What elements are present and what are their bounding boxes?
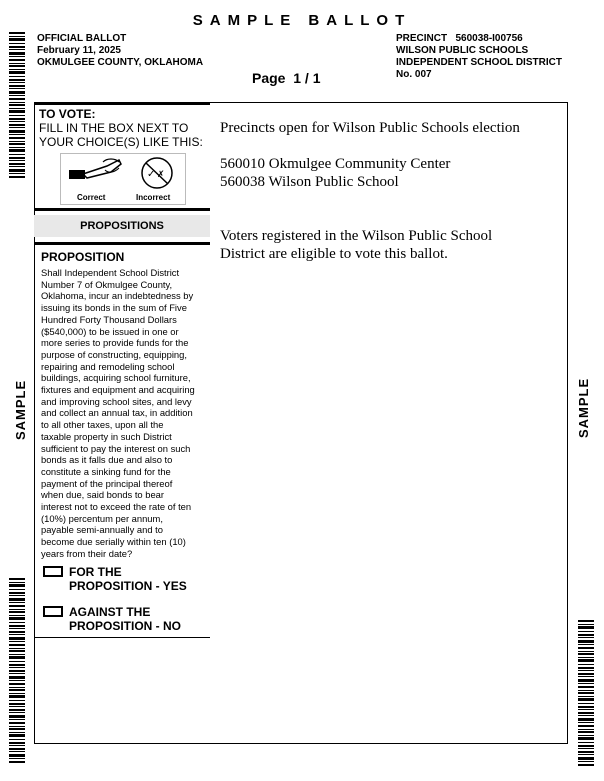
page-number: Page 1 / 1 (252, 70, 321, 86)
marking-example (60, 153, 186, 205)
proposition-text-line: constitute a sinking fund for the (41, 465, 171, 477)
proposition-text-line: become due serially within ten (10) (41, 536, 186, 548)
proposition-text-line: repairing and remodeling school (41, 360, 175, 372)
barcode-bottom-left (9, 578, 25, 765)
column-top-rule (34, 102, 210, 105)
svg-text:✗: ✗ (157, 170, 165, 180)
proposition-text-line: sufficient to pay the interest on such (41, 442, 191, 454)
proposition-text-line: taxable property in such District (41, 430, 172, 442)
choice-yes[interactable] (42, 565, 208, 595)
election-date: February 11, 2025 (37, 45, 121, 56)
proposition-text-line: when due, said bonds to bear (41, 489, 165, 501)
choice-yes-label (69, 565, 187, 593)
instructions-heading: TO VOTE: (39, 107, 96, 121)
propositions-bottom-rule (34, 242, 210, 245)
proposition-text-line: and collect an annual tax, in addition (41, 407, 193, 419)
instructions-line-1: FILL IN THE BOX NEXT TO (39, 121, 189, 135)
voting-instructions (39, 107, 203, 149)
proposition-text-line: years from their date? (41, 547, 133, 559)
proposition-text-line: and improving school sites, and levy (41, 395, 192, 407)
proposition-text-line: Oklahoma, incur an indebtedness by (41, 290, 194, 302)
eligibility-line-2: District are eligible to vote this ballot. (220, 246, 448, 262)
precinct-item: 560010 Okmulgee Community Center (220, 156, 451, 172)
district-type: INDEPENDENT SCHOOL DISTRICT (396, 57, 562, 68)
county-name: OKMULGEE COUNTY, OKLAHOMA (37, 57, 204, 68)
district-number: No. 007 (396, 69, 432, 80)
proposition-text-line: purpose of constructing, equipping, (41, 348, 187, 360)
ballot-header-left (37, 33, 203, 69)
proposition-text-line: payment of the principal thereof (41, 477, 173, 489)
correct-label: Correct (77, 193, 106, 202)
instructions-line-2: YOUR CHOICE(S) LIKE THIS: (39, 135, 203, 149)
proposition-bottom-rule (34, 637, 210, 638)
barcode-bottom-right (578, 620, 594, 768)
proposition-text-line: Number 7 of Okmulgee County, (41, 278, 173, 290)
svg-text:✓: ✓ (147, 169, 156, 180)
choice-no-checkbox[interactable] (43, 606, 63, 617)
choice-no-label (69, 605, 181, 633)
choice-no[interactable] (42, 605, 208, 635)
instructions-bottom-rule (34, 208, 210, 211)
proposition-text-line: (10%) percentum per annum, (41, 512, 163, 524)
choice-yes-line-1: FOR THE (69, 565, 122, 579)
barcode-top-left (9, 32, 25, 180)
choice-no-line-1: AGAINST THE (69, 605, 151, 619)
choice-yes-line-2: PROPOSITION - YES (69, 579, 187, 593)
precinct-id: PRECINCT 560038-I00756 (396, 33, 523, 44)
district-name: WILSON PUBLIC SCHOOLS (396, 45, 529, 56)
incorrect-mark-icon (137, 156, 177, 192)
proposition-text-line: Hundred Forty Thousand Dollars (41, 313, 177, 325)
precinct-item: 560038 Wilson Public School (220, 174, 399, 190)
side-sample-label-right: SAMPLE (576, 377, 591, 438)
proposition-text-line: Shall Independent School District (41, 267, 180, 278)
eligibility-line-1: Voters registered in the Wilson Public School (220, 228, 493, 244)
proposition-text-line: issuing its bonds in the sum of Five (41, 302, 187, 314)
ballot-title: SAMPLE BALLOT (192, 12, 412, 29)
proposition-text-line: to all other taxes, upon all the (41, 419, 164, 431)
propositions-heading: PROPOSITIONS (34, 215, 210, 237)
official-ballot-label: OFFICIAL BALLOT (37, 33, 127, 44)
precincts-heading: Precincts open for Wilson Public Schools election (220, 120, 520, 136)
proposition-text-line: fixtures and equipment and acquiring (41, 384, 195, 396)
correct-mark-icon (63, 156, 125, 196)
incorrect-label: Incorrect (136, 193, 171, 202)
proposition-text (41, 267, 209, 560)
proposition-text-line: buildings, acquiring school furniture, (41, 372, 191, 384)
precinct-list (220, 155, 450, 191)
proposition-text-line: bonds as it falls due and also to (41, 454, 173, 466)
ballot-header-right (396, 33, 562, 81)
choice-no-line-2: PROPOSITION - NO (69, 619, 182, 633)
proposition-text-line: ($540,000) to be issued in one or (41, 325, 179, 337)
choice-yes-checkbox[interactable] (43, 566, 63, 577)
proposition-text-line: interest not to exceed the rate of ten (41, 501, 192, 513)
proposition-text-line: more series to provide funds for the (41, 337, 189, 349)
proposition-text-line: payable semi-annually and to (41, 524, 163, 536)
side-sample-label-left: SAMPLE (13, 379, 28, 440)
proposition-title: PROPOSITION (41, 250, 125, 264)
eligibility-notice (220, 227, 492, 263)
